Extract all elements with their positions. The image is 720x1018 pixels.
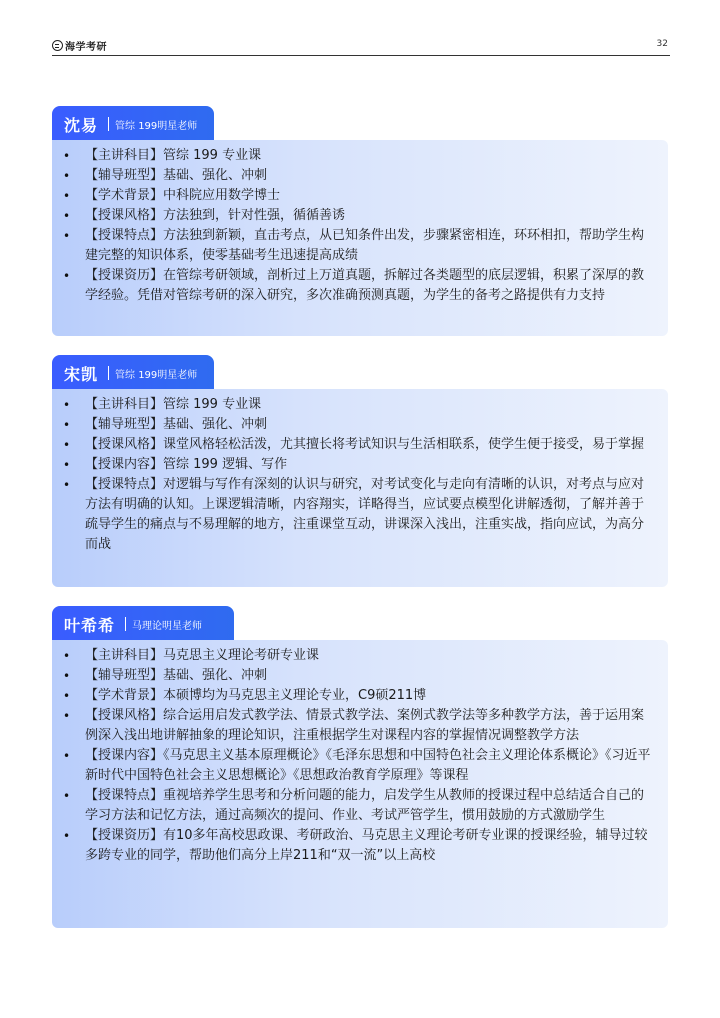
logo-icon xyxy=(52,40,63,51)
info-list xyxy=(60,395,654,555)
teacher-name: 沈易 xyxy=(64,115,99,135)
page-number: 32 xyxy=(656,39,668,49)
divider xyxy=(125,617,126,631)
teacher-title: 管综 199明星老师 xyxy=(115,369,198,381)
teacher-title: 马理论明星老师 xyxy=(132,620,203,632)
info-list xyxy=(60,146,654,306)
info-item: • 【授课内容】《马克思主义基本原理概论》《毛泽东思想和中国特色社会主义理论体系概论》《习近平新时代中国特色社会主义思想概论》《思想政治教育学原理》等课程 xyxy=(60,746,654,786)
teacher-name: 宋凯 xyxy=(64,364,99,384)
info-item: • 【授课资历】有10多年高校思政课、考研政治、马克思主义理论考研专业课的授课经验，辅导过较多跨专业的同学，帮助他们高分上岸211和“双一流”以上高校 xyxy=(60,826,654,866)
info-item: • 【学术背景】中科院应用数学博士 xyxy=(60,186,654,206)
info-item: • 【辅导班型】基础、强化、冲刺 xyxy=(60,166,654,186)
teacher-info-box xyxy=(52,640,668,928)
info-item: • 【授课风格】方法独到，针对性强，循循善诱 xyxy=(60,206,654,226)
info-list xyxy=(60,646,654,866)
info-item: • 【授课特点】对逻辑与写作有深刻的认识与研究，对考试变化与走向有清晰的认识，对考点与应对方法有明确的认知。上课逻辑清晰，内容翔实，详略得当，应试要点模型化讲解透彻，了解并善于疏导学生的痛点与不易理解的地方，注重课堂互动，讲课深入浅出，注重实战，指向应试，为高分而战 xyxy=(60,475,654,555)
teacher-tab xyxy=(52,106,214,142)
info-item: • 【辅导班型】基础、强化、冲刺 xyxy=(60,666,654,686)
teacher-tab xyxy=(52,355,214,391)
info-item: • 【主讲科目】马克思主义理论考研专业课 xyxy=(60,646,654,666)
info-item: • 【学术背景】本硕博均为马克思主义理论专业，C9硕211博 xyxy=(60,686,654,706)
info-item: • 【主讲科目】管综 199 专业课 xyxy=(60,146,654,166)
info-item: • 【授课风格】课堂风格轻松活泼，尤其擅长将考试知识与生活相联系，使学生便于接受，易于掌握 xyxy=(60,435,654,455)
teacher-tab xyxy=(52,606,234,642)
logo-text: 海学考研 xyxy=(65,42,107,53)
teacher-info-box xyxy=(52,140,668,336)
teacher-name: 叶希希 xyxy=(64,615,116,635)
info-item: • 【主讲科目】管综 199 专业课 xyxy=(60,395,654,415)
divider xyxy=(108,366,109,380)
info-item: • 【授课特点】方法独到新颖，直击考点，从已知条件出发，步骤紧密相连，环环相扣，帮助学生构建完整的知识体系，使零基础考生迅速提高成绩 xyxy=(60,226,654,266)
info-item: • 【授课内容】管综 199 逻辑、写作 xyxy=(60,455,654,475)
info-item: • 【授课风格】综合运用启发式教学法、情景式教学法、案例式教学法等多种教学方法，善于运用案例深入浅出地讲解抽象的理论知识，注重根据学生对课程内容的掌握情况调整教学方法 xyxy=(60,706,654,746)
teacher-title: 管综 199明星老师 xyxy=(115,120,198,132)
page-header xyxy=(52,38,670,56)
info-item: • 【授课特点】重视培养学生思考和分析问题的能力，启发学生从教师的授课过程中总结适合自己的学习方法和记忆方法，通过高频次的提问、作业、考试严管学生，惯用鼓励的方式激励学生 xyxy=(60,786,654,826)
info-item: • 【授课资历】在管综考研领域，剖析过上万道真题，拆解过各类题型的底层逻辑，积累了深厚的教学经验。凭借对管综考研的深入研究，多次准确预测真题，为学生的备考之路提供有力支持 xyxy=(60,266,654,306)
divider xyxy=(108,117,109,131)
logo xyxy=(52,38,107,53)
info-item: • 【辅导班型】基础、强化、冲刺 xyxy=(60,415,654,435)
teacher-info-box xyxy=(52,389,668,587)
